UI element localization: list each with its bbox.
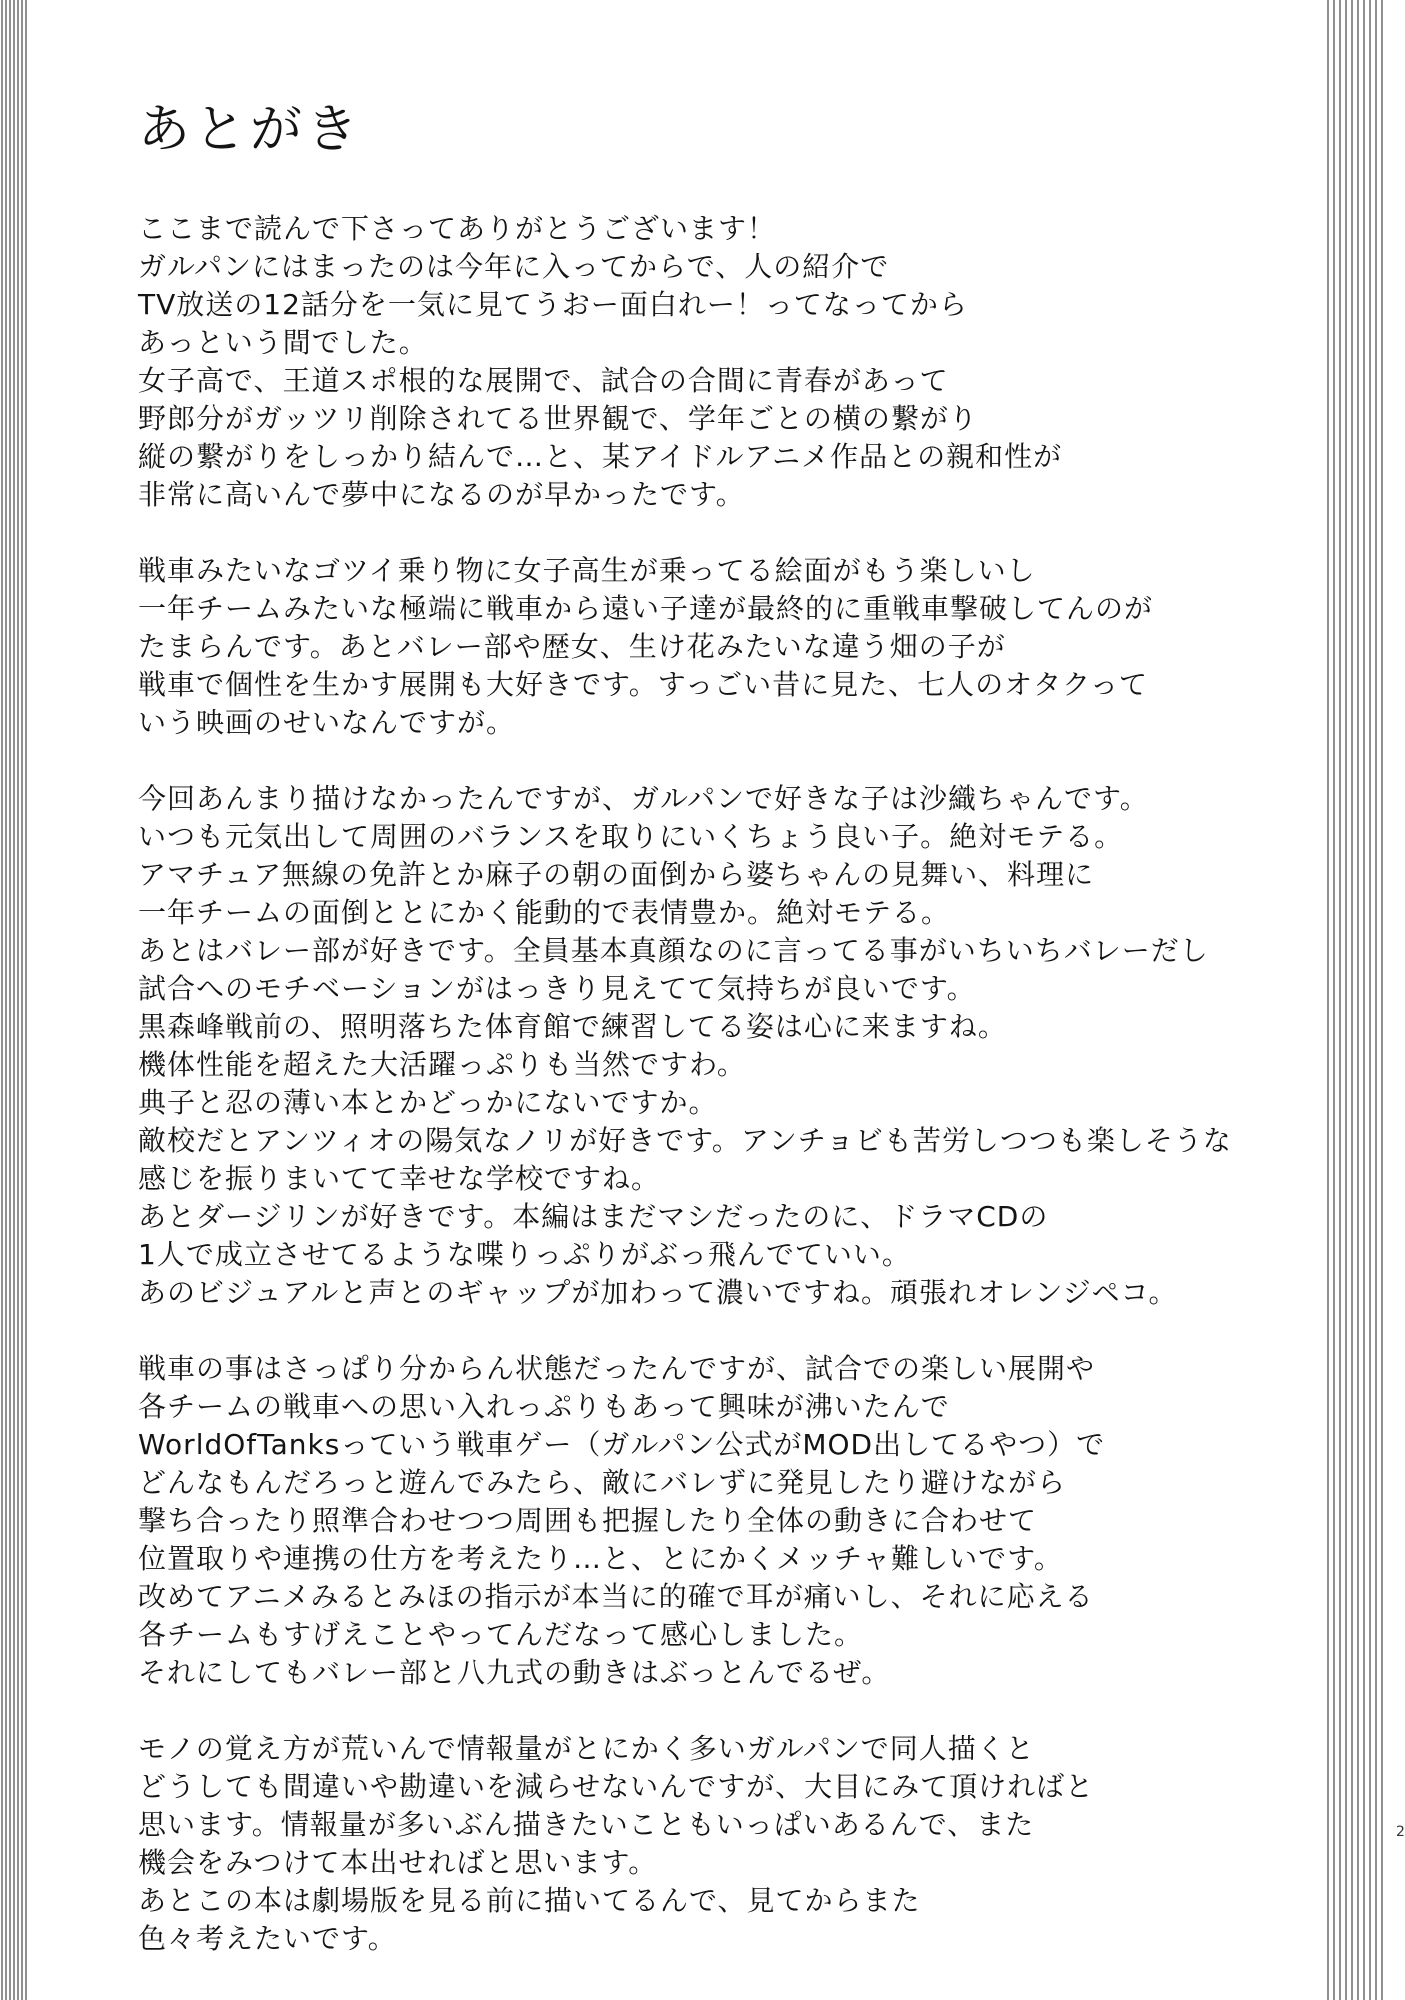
text-line: 感じを振りまいてて幸せな学校ですね。 [138, 1162, 661, 1195]
text-line: 今回あんまり描けなかったんですが、ガルパンで好きな子は沙織ちゃんです。 [138, 782, 1149, 815]
text-line: 一年チームの面倒ととにかく能動的で表情豊か。絶対モテる。 [138, 896, 951, 929]
page-number: 2 [1396, 1824, 1405, 1840]
paragraph-3 [138, 780, 1308, 1312]
paragraph-2 [138, 552, 1308, 742]
text-line: どんなもんだろっと遊んでみたら、敵にバレずに発見したり避けながら [138, 1466, 1067, 1499]
text-line: アマチュア無線の免許とか麻子の朝の面倒から婆ちゃんの見舞い、料理に [138, 858, 1095, 891]
text-line: どうしても間違いや勘違いを減らせないんですが、大目にみて頂ければと [138, 1770, 1095, 1803]
text-line: 非常に高いんで夢中になるのが早かったです。 [138, 478, 745, 511]
text-line: TV放送の12話分を一気に見てうおー面白れー！ってなってから [138, 288, 968, 321]
text-line: 機体性能を超えた大活躍っぷりも当然ですわ。 [138, 1048, 746, 1081]
paragraph-5 [138, 1730, 1308, 1958]
text-line: ここまで読んで下さってありがとうございます！ [138, 212, 777, 245]
paragraph-1 [138, 210, 1308, 514]
text-line: いう映画のせいなんですが。 [138, 706, 516, 739]
text-line: 撃ち合ったり照準合わせつつ周囲も把握したり全体の動きに合わせて [138, 1504, 1038, 1537]
text-line: あとはバレー部が好きです。全員基本真顔なのに言ってる事がいちいちバレーだし [138, 934, 1209, 967]
text-line: 試合へのモチベーションがはっきり見えてて気持ちが良いです。 [138, 972, 976, 1005]
text-line: 各チームの戦車への思い入れっぷりもあって興味が沸いたんで [138, 1390, 950, 1423]
text-line: 縦の繋がりをしっかり結んで…と、某アイドルアニメ作品との親和性が [138, 440, 1063, 473]
text-line: あとこの本は劇場版を見る前に描いてるんで、見てからまた [138, 1884, 921, 1917]
text-line: ガルパンにはまったのは今年に入ってからで、人の紹介で [138, 250, 890, 283]
text-line: 機会をみつけて本出せればと思います。 [138, 1846, 658, 1879]
text-line: たまらんです。あとバレー部や歴女、生け花みたいな違う畑の子が [138, 630, 1006, 663]
page-title: あとがき [138, 100, 363, 160]
text-line: 野郎分がガッツリ削除されてる世界観で、学年ごとの横の繋がり [138, 402, 978, 435]
text-line: 戦車みたいなゴツイ乗り物に女子高生が乗ってる絵面がもう楽しいし [138, 554, 1036, 587]
right-border-stripes [1326, 0, 1386, 2000]
text-line: 敵校だとアンツィオの陽気なノリが好きです。アンチョビも苦労しつつも楽しそうな [138, 1124, 1232, 1157]
text-line: 色々考えたいです。 [138, 1922, 397, 1955]
text-line: いつも元気出して周囲のバランスを取りにいくちょう良い子。絶対モテる。 [138, 820, 1124, 853]
text-line: 女子高で、王道スポ根的な展開で、試合の合間に青春があって [138, 364, 949, 397]
text-line: 典子と忍の薄い本とかどっかにないですか。 [138, 1086, 718, 1119]
text-line: あのビジュアルと声とのギャップが加わって濃いですね。頑張れオレンジペコ。 [138, 1276, 1178, 1309]
text-line: あとダージリンが好きです。本編はまだマシだったのに、ドラマCDの [138, 1200, 1049, 1233]
text-line: モノの覚え方が荒いんで情報量がとにかく多いガルパンで同人描くと [138, 1732, 1035, 1765]
text-line: 改めてアニメみるとみほの指示が本当に的確で耳が痛いし、それに応える [138, 1580, 1094, 1613]
left-border-stripes [0, 0, 28, 2000]
paragraph-4 [138, 1350, 1308, 1692]
afterword-body [138, 210, 1308, 1996]
text-line: 位置取りや連携の仕方を考えたり…と、とにかくメッチャ難しいです。 [138, 1542, 1063, 1575]
text-line: 1人で成立させてるような喋りっぷりがぶっ飛んでていい。 [138, 1238, 911, 1271]
text-line: WorldOfTanksっていう戦車ゲー（ガルパン公式がMOD出してるやつ）で [138, 1428, 1106, 1461]
text-line: 一年チームみたいな極端に戦車から遠い子達が最終的に重戦車撃破してんのが [138, 592, 1154, 625]
text-line: 戦車の事はさっぱり分からん状態だったんですが、試合での楽しい展開や [138, 1352, 1096, 1385]
text-line: 黒森峰戦前の、照明落ちた体育館で練習してる姿は心に来ますね。 [138, 1010, 1007, 1043]
text-line: 戦車で個性を生かす展開も大好きです。すっごい昔に見た、七人のオタクって [138, 668, 1148, 701]
text-line: 思います。情報量が多いぶん描きたいこともいっぱいあるんで、また [138, 1808, 1035, 1841]
text-line: 各チームもすげえことやってんだなって感心しました。 [138, 1618, 864, 1651]
text-line: あっという間でした。 [138, 326, 428, 359]
text-line: それにしてもバレー部と八九式の動きはぶっとんでるぜ。 [138, 1656, 891, 1689]
